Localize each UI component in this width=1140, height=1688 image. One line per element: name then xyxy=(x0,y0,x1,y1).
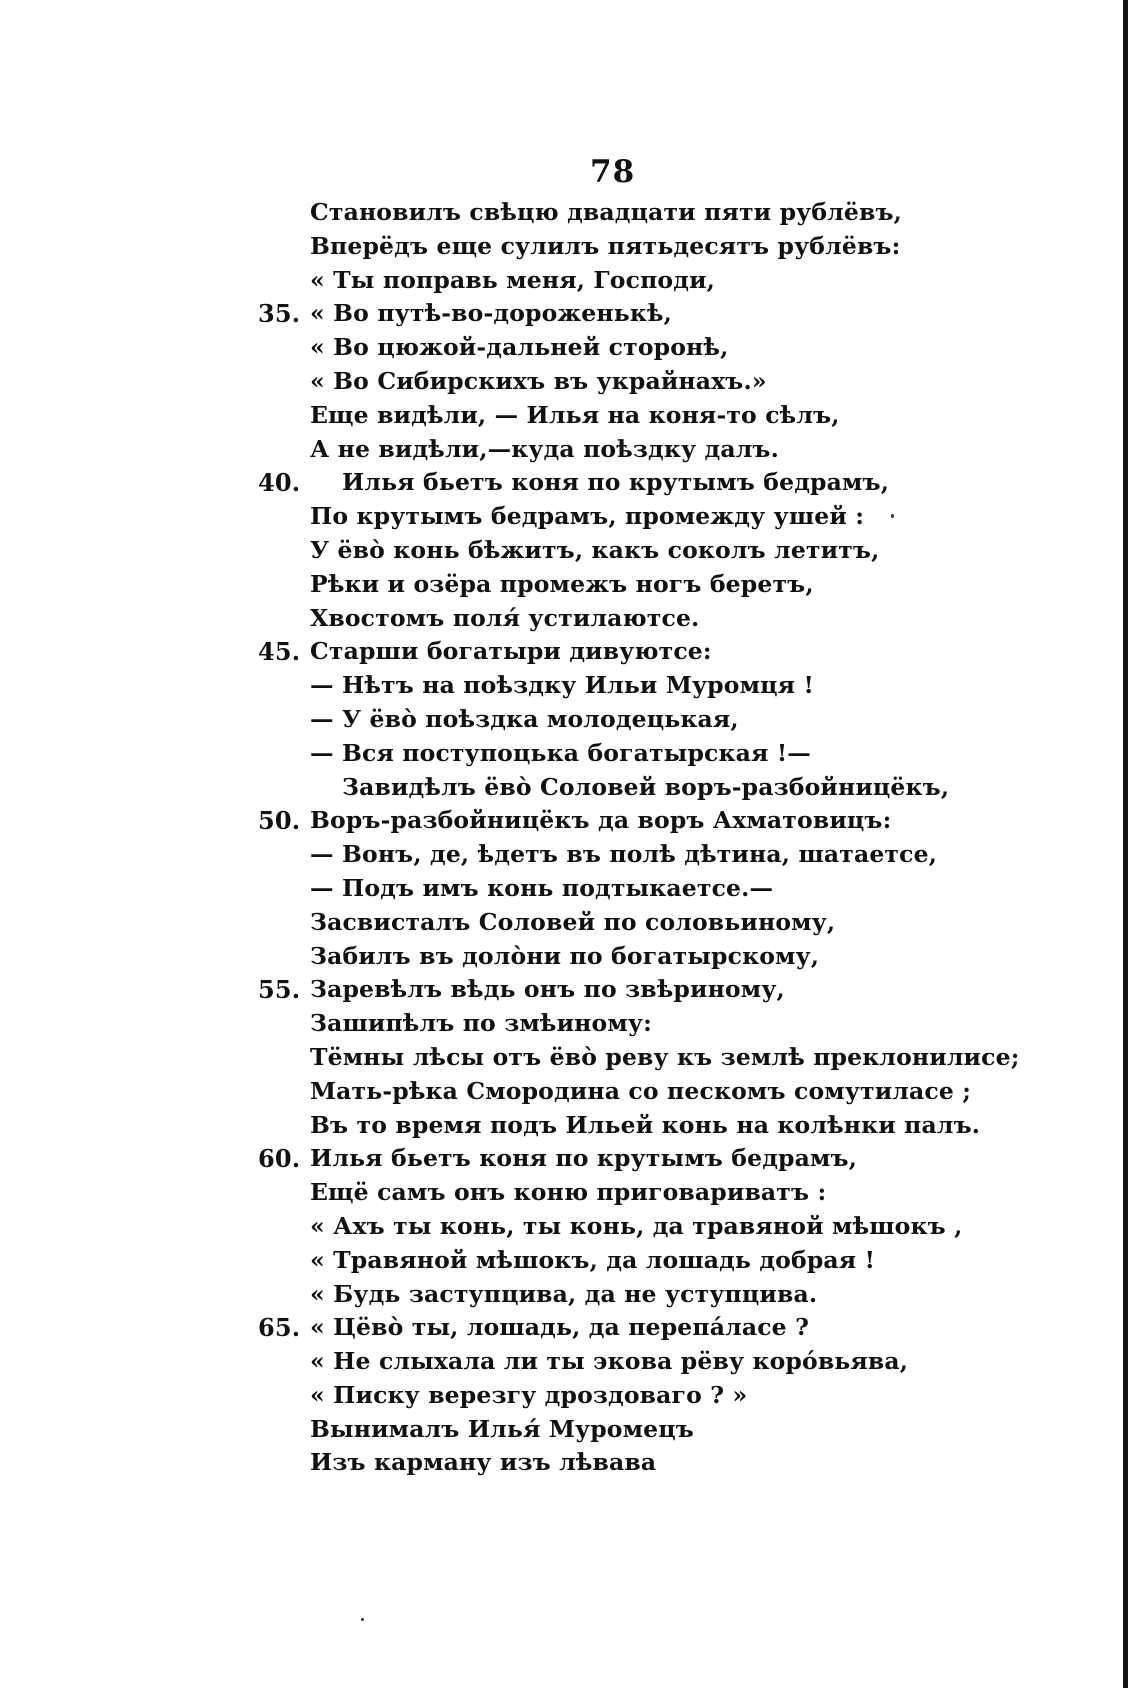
poem-line xyxy=(258,1109,1098,1143)
line-text: Рѣки и озёра промежъ ногъ беретъ, xyxy=(310,569,814,598)
poem-line xyxy=(258,602,1098,636)
scan-border-edge xyxy=(1123,0,1128,1688)
poem-text xyxy=(258,196,1098,1480)
poem-line xyxy=(258,1379,1098,1413)
poem-line xyxy=(258,804,1098,838)
poem-line xyxy=(258,906,1098,940)
line-text: « Во путѣ-во-дороженькѣ, xyxy=(310,299,672,328)
line-text: « Не слыхала ли ты экова рёву коро́вьява, xyxy=(310,1347,909,1376)
line-text: Ещё самъ онъ коню приговариватъ : xyxy=(310,1178,827,1207)
line-text: Забилъ въ долòни по богатырскому, xyxy=(310,941,820,970)
poem-line xyxy=(258,466,1098,500)
line-text: Старши богатыри дивуютсе: xyxy=(310,637,712,666)
poem-line xyxy=(258,1311,1098,1345)
poem-line xyxy=(258,433,1098,467)
line-text: — У ёвò поѣздка молодецькая, xyxy=(310,704,739,733)
line-text: Заревѣлъ вѣдь онъ по звѣриному, xyxy=(310,975,785,1004)
line-text: Илья бьетъ коня по крутымъ бедрамъ, xyxy=(310,1144,858,1173)
line-text: Илья бьетъ коня по крутымъ бедрамъ, xyxy=(342,468,890,497)
poem-line xyxy=(258,196,1098,230)
line-text: « Ахъ ты конь, ты конь, да травяной мѣшокъ , xyxy=(310,1211,963,1240)
poem-line xyxy=(258,1278,1098,1312)
poem-line xyxy=(258,1007,1098,1041)
line-text: Тёмны лѣсы отъ ёвò реву къ землѣ преклонилисе; xyxy=(310,1042,1020,1071)
line-text: Вперёдъ еще сулилъ пятьдесятъ рублёвъ: xyxy=(310,231,901,260)
line-text: « Цёвò ты, лошадь, да перепа́ласе ? xyxy=(310,1313,810,1342)
poem-line xyxy=(258,940,1098,974)
poem-line xyxy=(258,1345,1098,1379)
poem-line xyxy=(258,1210,1098,1244)
line-text: Воръ-разбойницёкъ да воръ Ахматовицъ: xyxy=(310,806,892,835)
line-text: « Будь заступцива, да не уступцива. xyxy=(310,1279,818,1308)
poem-line xyxy=(258,230,1098,264)
line-number: 45. xyxy=(258,637,301,667)
line-text: Мать-рѣка Смородина со пескомъ сомутиласе ; xyxy=(310,1076,972,1105)
line-number: 50. xyxy=(258,806,301,836)
poem-line xyxy=(258,703,1098,737)
line-text: Еще видѣли, — Илья на коня-то сѣлъ, xyxy=(310,400,840,429)
line-text: Вынималъ Илья́ Муромецъ xyxy=(310,1414,694,1443)
poem-line xyxy=(258,838,1098,872)
poem-line xyxy=(258,1075,1098,1109)
line-number: 65. xyxy=(258,1313,301,1343)
line-text: А не видѣли,—куда поѣздку далъ. xyxy=(310,434,779,463)
line-text: Въ то время подъ Ильей конь на колѣнки палъ. xyxy=(310,1110,981,1139)
line-text: Становилъ свѣцю двадцати пяти рублёвъ, xyxy=(310,198,902,226)
line-number: 40. xyxy=(258,468,301,498)
poem-line xyxy=(258,500,1098,534)
print-speck xyxy=(361,1618,364,1621)
line-number: 35. xyxy=(258,299,301,329)
poem-line xyxy=(258,264,1098,298)
line-text: Зашипѣлъ по змѣиному: xyxy=(310,1009,652,1038)
poem-line xyxy=(258,568,1098,602)
line-text: « Во Сибирскихъ въ украйнахъ.» xyxy=(310,366,767,395)
line-text: — Нѣтъ на поѣздку Ильи Муромця ! xyxy=(310,671,814,700)
line-text: Изъ карману изъ лѣвава xyxy=(310,1448,657,1477)
poem-line xyxy=(258,1446,1098,1480)
line-number: 55. xyxy=(258,975,301,1005)
line-text: « Писку верезгу дроздоваго ? » xyxy=(310,1380,748,1409)
poem-line xyxy=(258,331,1098,365)
poem-line xyxy=(258,771,1098,805)
poem-line xyxy=(258,737,1098,771)
poem-line xyxy=(258,635,1098,669)
page-number: 78 xyxy=(590,154,636,190)
line-text: Завидѣлъ ёвò Соловей воръ-разбойницёкъ, xyxy=(342,772,950,801)
line-text: У ёвò конь бѣжитъ, какъ соколъ летитъ, xyxy=(310,535,880,564)
poem-line xyxy=(258,399,1098,433)
poem-line xyxy=(258,1413,1098,1447)
line-number: 60. xyxy=(258,1144,301,1174)
line-text: — Вонъ, де, ѣдетъ въ полѣ дѣтина, шатаетсе, xyxy=(310,840,938,869)
poem-line xyxy=(258,1176,1098,1210)
poem-line xyxy=(258,297,1098,331)
poem-line xyxy=(258,973,1098,1007)
line-text: « Травяной мѣшокъ, да лошадь добрая ! xyxy=(310,1245,876,1274)
poem-line xyxy=(258,1142,1098,1176)
line-text: Хвостомъ поля́ устилаютсе. xyxy=(310,603,700,632)
poem-line xyxy=(258,1041,1098,1075)
line-text: По крутымъ бедрамъ, промежду ушей : xyxy=(310,502,865,531)
line-text: Засвисталъ Соловей по соловьиному, xyxy=(310,907,836,936)
poem-line xyxy=(258,1244,1098,1278)
line-text: — Подъ имъ конь подтыкаетсе.— xyxy=(310,873,774,902)
poem-line xyxy=(258,365,1098,399)
line-text: « Ты поправь меня, Господи, xyxy=(310,265,715,294)
line-text: « Во цюжой-дальней сторонѣ, xyxy=(310,333,729,362)
line-text: — Вся поступоцька богатырская !— xyxy=(310,738,811,767)
poem-line xyxy=(258,534,1098,568)
poem-line xyxy=(258,669,1098,703)
poem-line xyxy=(258,872,1098,906)
